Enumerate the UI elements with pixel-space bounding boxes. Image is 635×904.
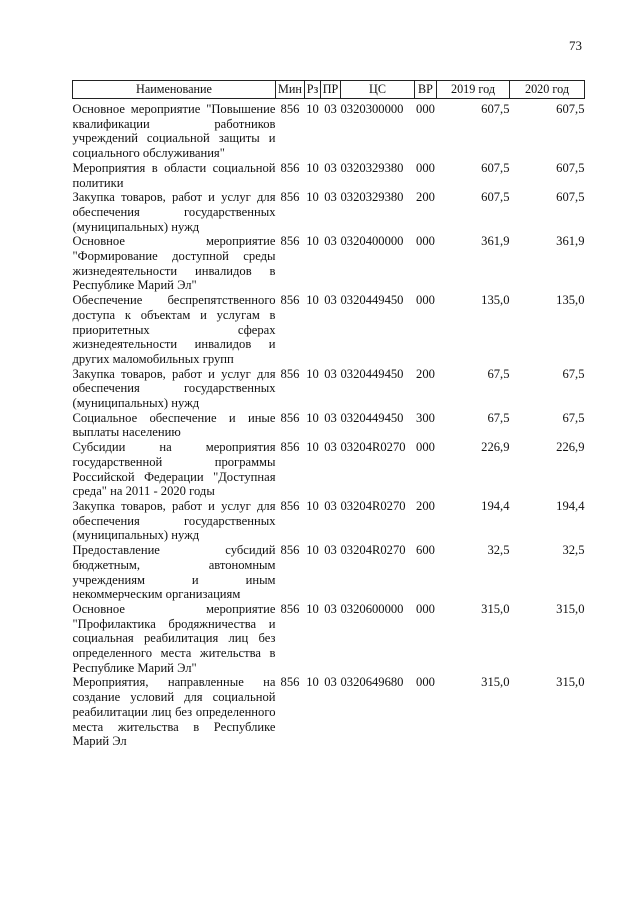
row-pr: 03: [324, 601, 337, 616]
row-value-2020: 67,5: [562, 410, 585, 425]
row-value-2020: 32,5: [562, 543, 585, 558]
row-name: Предоставление субсидий бюджетным, автономным учреждениям и иным некоммерческим организациям: [72, 543, 276, 602]
table-row: [73, 234, 585, 293]
row-cs: 0320449450: [340, 410, 404, 425]
row-pr: 03: [324, 293, 337, 308]
row-value-2019: 194,4: [481, 498, 510, 513]
row-value-2019: 226,9: [481, 440, 510, 455]
header-min: Мин: [276, 81, 305, 99]
row-name: Мероприятия, направленные на создание условий для социальной реабилитации лиц без определенного места жительства в Республике Марий Эл: [72, 675, 276, 749]
row-name: Основное мероприятие "Формирование доступной среды жизнедеятельности инвалидов в Республике Марий Эл": [72, 234, 276, 293]
row-value-2020: 135,0: [556, 293, 585, 308]
row-rz: 10: [306, 366, 319, 381]
row-value-2019: 135,0: [481, 293, 510, 308]
row-name: Субсидии на мероприятия государственной программы Российской Федерации "Доступная среда" на 2011 - 2020 годы: [72, 440, 276, 499]
row-rz: 10: [306, 601, 319, 616]
row-cs: 03204R0270: [340, 440, 406, 455]
row-name: Обеспечение беспрепятственного доступа к объектам и услугам в приоритетных сферах жизнедеятельности инвалидов и других маломобильных групп: [72, 293, 276, 366]
row-pr: 03: [324, 498, 337, 513]
table-row: [73, 411, 585, 440]
table-row: [73, 602, 585, 676]
row-min: 856: [280, 102, 300, 116]
row-name: Социальное обеспечение и иные выплаты населению: [72, 410, 276, 440]
row-rz: 10: [306, 543, 319, 558]
row-value-2020: 226,9: [556, 440, 585, 455]
row-value-2019: 32,5: [487, 543, 510, 558]
row-vr: 000: [416, 440, 435, 455]
row-cs: 0320600000: [340, 601, 404, 616]
row-cs: 0320329380: [340, 190, 404, 205]
page-number: 73: [569, 38, 582, 53]
row-pr: 03: [324, 440, 337, 455]
row-min: 856: [280, 293, 300, 308]
row-value-2020: 607,5: [556, 190, 585, 205]
header-name: Наименование: [73, 81, 276, 99]
row-vr: 000: [416, 293, 435, 308]
row-pr: 03: [324, 102, 337, 116]
row-vr: 200: [416, 190, 435, 205]
row-value-2020: 67,5: [562, 366, 585, 381]
row-pr: 03: [324, 543, 337, 558]
row-vr: 200: [416, 498, 435, 513]
row-min: 856: [280, 366, 300, 381]
row-min: 856: [280, 440, 300, 455]
row-cs: 0320449450: [340, 293, 404, 308]
row-name: Закупка товаров, работ и услуг для обеспечения государственных (муниципальных) нужд: [72, 498, 276, 543]
row-vr: 000: [416, 160, 435, 175]
header-pr: ПР: [321, 81, 341, 99]
row-cs: 0320329380: [340, 160, 404, 175]
row-value-2019: 361,9: [481, 234, 510, 249]
row-rz: 10: [306, 293, 319, 308]
row-rz: 10: [306, 410, 319, 425]
row-value-2019: 67,5: [487, 366, 510, 381]
row-value-2019: 607,5: [481, 190, 510, 205]
row-pr: 03: [324, 410, 337, 425]
budget-table: [72, 80, 585, 749]
table-row: [73, 161, 585, 190]
table-row: [73, 675, 585, 749]
row-name: Основное мероприятие "Повышение квалификации работников учреждений социальной защиты и социального обслуживания": [72, 102, 276, 161]
table-body: [73, 99, 585, 749]
row-vr: 000: [416, 675, 435, 690]
row-value-2019: 607,5: [481, 160, 510, 175]
row-cs: 0320400000: [340, 234, 404, 249]
row-pr: 03: [324, 366, 337, 381]
row-name: Закупка товаров, работ и услуг для обеспечения государственных (муниципальных) нужд: [72, 190, 276, 234]
row-name: Мероприятия в области социальной политики: [72, 160, 276, 190]
row-rz: 10: [306, 190, 319, 205]
row-pr: 03: [324, 160, 337, 175]
row-rz: 10: [306, 160, 319, 175]
row-value-2019: 315,0: [481, 675, 510, 690]
header-rz: Рз: [305, 81, 321, 99]
table-row: [73, 293, 585, 367]
row-min: 856: [280, 410, 300, 425]
row-cs: 03204R0270: [340, 498, 406, 513]
row-vr: 000: [416, 102, 435, 116]
row-rz: 10: [306, 234, 319, 249]
row-cs: 0320300000: [340, 102, 404, 116]
row-name: Закупка товаров, работ и услуг для обеспечения государственных (муниципальных) нужд: [72, 366, 276, 411]
header-row: [73, 81, 585, 99]
header-2020: 2020 год: [510, 81, 585, 99]
header-cs: ЦС: [341, 81, 415, 99]
row-pr: 03: [324, 234, 337, 249]
table-row: [73, 499, 585, 543]
row-min: 856: [280, 160, 300, 175]
row-value-2019: 67,5: [487, 410, 510, 425]
row-name: Основное мероприятие "Профилактика бродяжничества и социальная реабилитация лиц без определенного места жительства в Республике Марий Эл": [72, 601, 276, 675]
row-value-2020: 194,4: [556, 498, 585, 513]
row-min: 856: [280, 543, 300, 558]
row-value-2020: 315,0: [556, 601, 585, 616]
row-cs: 0320449450: [340, 366, 404, 381]
header-2019: 2019 год: [437, 81, 510, 99]
row-min: 856: [280, 190, 300, 205]
row-rz: 10: [306, 440, 319, 455]
row-vr: 300: [416, 410, 435, 425]
row-rz: 10: [306, 498, 319, 513]
row-value-2020: 607,5: [556, 102, 585, 116]
table-row: [73, 190, 585, 234]
row-value-2019: 607,5: [481, 102, 510, 116]
table-row: [73, 367, 585, 411]
row-min: 856: [280, 601, 300, 616]
row-cs: 0320649680: [340, 675, 404, 690]
row-value-2020: 315,0: [556, 675, 585, 690]
row-vr: 000: [416, 234, 435, 249]
row-pr: 03: [324, 675, 337, 690]
row-vr: 600: [416, 543, 435, 558]
table-header: [73, 81, 585, 99]
row-min: 856: [280, 498, 300, 513]
row-value-2020: 361,9: [556, 234, 585, 249]
row-rz: 10: [306, 675, 319, 690]
row-vr: 200: [416, 366, 435, 381]
row-vr: 000: [416, 601, 435, 616]
row-rz: 10: [306, 102, 319, 116]
table-row: [73, 440, 585, 499]
row-min: 856: [280, 234, 300, 249]
row-min: 856: [280, 675, 300, 690]
row-pr: 03: [324, 190, 337, 205]
table-row: [73, 543, 585, 602]
header-vr: ВР: [415, 81, 437, 99]
row-value-2019: 315,0: [481, 601, 510, 616]
row-cs: 03204R0270: [340, 543, 406, 558]
row-value-2020: 607,5: [556, 160, 585, 175]
table-row: [73, 99, 585, 161]
